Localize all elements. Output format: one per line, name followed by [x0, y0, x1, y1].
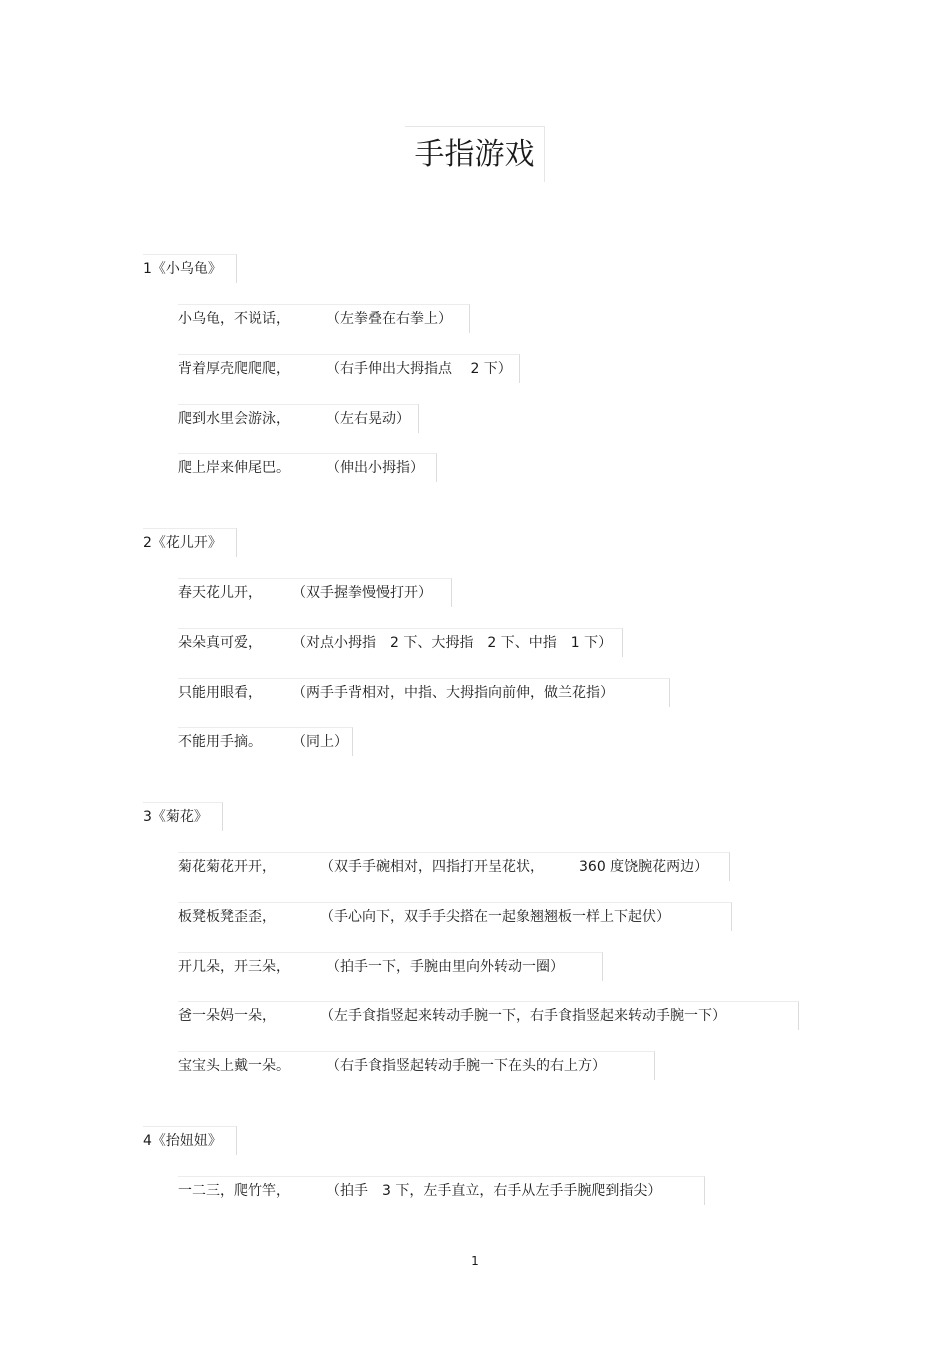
- verse-line: [178, 852, 730, 881]
- gesture-note: （同上）: [292, 734, 348, 750]
- section-heading: 1《小乌龟》: [143, 254, 237, 283]
- verse-line: [178, 1051, 655, 1080]
- verse-line: [178, 678, 670, 707]
- verse-line: [178, 404, 419, 433]
- verse-line: [178, 304, 470, 333]
- verse-line: [178, 952, 603, 981]
- gesture-note: （对点小拇指 2 下、大拇指 2 下、中指 1 下）: [292, 635, 613, 651]
- gesture-note: （右手伸出大拇指点 2 下）: [326, 361, 512, 377]
- gesture-note: （拍手 3 下，左手直立，右手从左手手腕爬到指尖）: [326, 1183, 662, 1199]
- verse-text: 朵朵真可爱，: [178, 635, 262, 651]
- verse-line: [178, 1176, 705, 1205]
- verse-text: 春天花儿开，: [178, 585, 262, 601]
- gesture-note: （拍手一下，手腕由里向外转动一圈）: [326, 959, 564, 975]
- gesture-note: （左右晃动）: [326, 411, 410, 427]
- verse-text: 小乌龟，不说话，: [178, 311, 290, 327]
- gesture-note: （双手握拳慢慢打开）: [292, 585, 432, 601]
- verse-text: 不能用手摘。: [178, 734, 262, 750]
- section-heading: 2《花儿开》: [143, 528, 237, 557]
- verse-text: 宝宝头上戴一朵。: [178, 1058, 290, 1074]
- verse-line: [178, 902, 732, 931]
- gesture-note: （手心向下，双手手尖搭在一起象翘翘板一样上下起伏）: [320, 909, 670, 925]
- page-title: 手指游戏: [405, 126, 545, 182]
- gesture-note: （左手食指竖起来转动手腕一下，右手食指竖起来转动手腕一下）: [320, 1008, 726, 1024]
- gesture-note: （伸出小拇指）: [326, 460, 424, 476]
- verse-line: [178, 727, 353, 756]
- verse-text: 只能用眼看，: [178, 685, 262, 701]
- gesture-note: （右手食指竖起转动手腕一下在头的右上方）: [326, 1058, 606, 1074]
- gesture-note: （两手手背相对，中指、大拇指向前伸，做兰花指）: [292, 685, 614, 701]
- verse-text: 开几朵，开三朵，: [178, 959, 290, 975]
- verse-line: [178, 453, 437, 482]
- page-number: 1: [471, 1254, 479, 1268]
- verse-text: 菊花菊花开开，: [178, 859, 276, 875]
- verse-line: [178, 628, 623, 657]
- verse-text: 爸一朵妈一朵，: [178, 1008, 276, 1024]
- gesture-note: （左拳叠在右拳上）: [326, 311, 452, 327]
- verse-line: [178, 1001, 799, 1030]
- verse-text: 背着厚壳爬爬爬，: [178, 361, 290, 377]
- verse-line: [178, 354, 520, 383]
- verse-text: 板凳板凳歪歪，: [178, 909, 276, 925]
- verse-line: [178, 578, 452, 607]
- verse-text: 爬上岸来伸尾巴。: [178, 460, 290, 476]
- section-heading: 4《抬妞妞》: [143, 1126, 237, 1155]
- verse-text: 爬到水里会游泳，: [178, 411, 290, 427]
- section-heading: 3《菊花》: [143, 802, 223, 831]
- gesture-note: （双手手碗相对，四指打开呈花状， 360 度饶腕花两边）: [320, 859, 709, 875]
- verse-text: 一二三，爬竹竿，: [178, 1183, 290, 1199]
